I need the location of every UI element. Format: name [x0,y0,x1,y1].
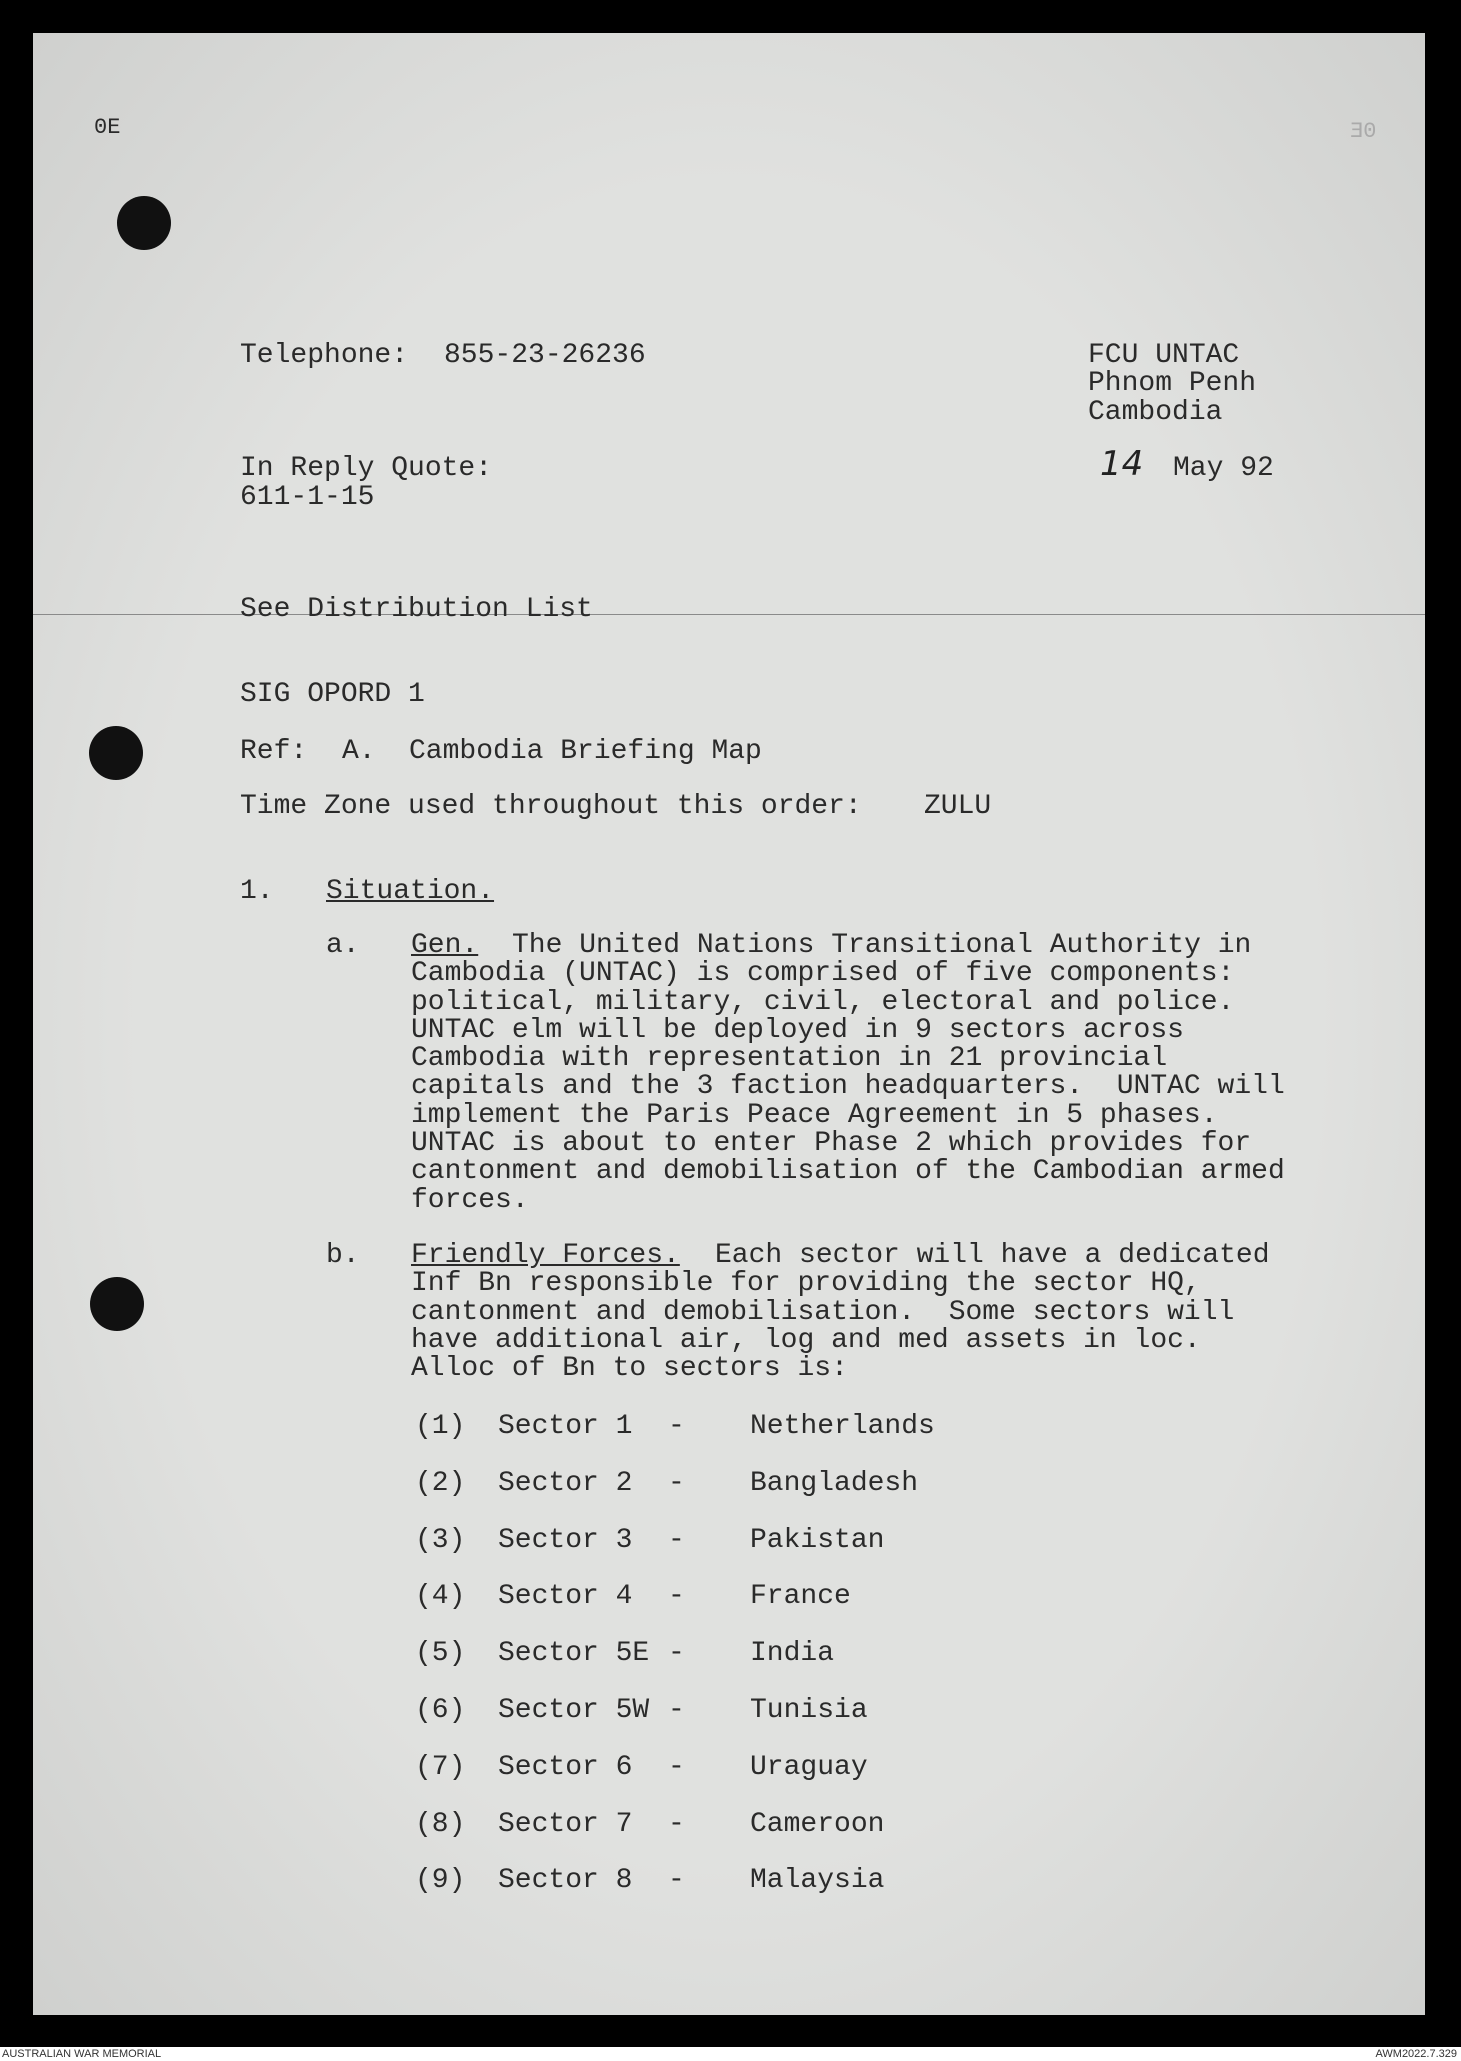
sector-country: Bangladesh [750,1467,919,1499]
para-line: Alloc of Bn to sectors is: [411,1353,848,1385]
para-line: have additional air, log and med assets in loc. [411,1324,1201,1356]
sector-dash: - [668,1411,685,1442]
para-line: Cambodia with representation in 21 provincial [411,1043,1168,1075]
time-zone-value: ZULU [924,791,992,822]
sector-name: Sector 5E [498,1638,650,1670]
ref-text: Cambodia Briefing Map [409,736,762,767]
sector-country: France [750,1581,851,1613]
section-title: Situation. [326,876,495,907]
sector-name: Sector 7 [498,1808,633,1840]
sector-name: Sector 4 [498,1581,633,1613]
sector-dash: - [668,1467,685,1499]
para-b-body [411,1242,1311,1383]
para-a-heading: Gen. [411,930,479,961]
para-a-body [411,932,1311,1215]
reply-quote-number: 611-1-15 [240,482,375,513]
corner-mark-mirrored: 0E [1350,119,1377,144]
address-line: FCU UNTAC [1088,340,1240,371]
para-line: Cambodia (UNTAC) is comprised of five components: [411,958,1235,990]
sector-name: Sector 1 [498,1411,633,1442]
section-number: 1. [240,876,274,907]
reply-quote-label: In Reply Quote: [240,453,493,484]
date-month-year: May 92 [1173,453,1274,484]
punch-hole [90,1277,144,1331]
para-line: cantonment and demobilisation. Some sectors will [411,1296,1235,1328]
sector-country: Tunisia [750,1695,868,1726]
sector-num: (1) [415,1411,466,1442]
sector-dash: - [668,1751,685,1783]
address-line: Phnom Penh [1088,368,1257,399]
para-line: implement the Paris Peace Agreement in 5 phases. [411,1099,1218,1131]
sector-name: Sector 5W [498,1695,650,1726]
para-b-letter: b. [326,1240,360,1271]
para-line: Each sector will have a dedicated [715,1240,1270,1271]
address-line: Cambodia [1088,397,1223,428]
para-line: UNTAC elm will be deployed in 9 sectors across [411,1014,1184,1046]
sector-num: (4) [415,1581,466,1613]
para-line: capitals and the 3 faction headquarters. UNTAC will [411,1071,1285,1103]
sector-country: Uraguay [750,1751,868,1783]
para-line: cantonment and demobilisation of the Cambodian armed [411,1156,1285,1188]
telephone-number: 855-23-26236 [444,340,646,371]
addressee: See Distribution List [240,594,593,625]
para-line: UNTAC is about to enter Phase 2 which provides for [411,1128,1252,1160]
sector-country: Cameroon [750,1808,885,1840]
footer-bar [0,2047,1461,2061]
sector-num: (5) [415,1638,466,1670]
sector-num: (6) [415,1695,466,1726]
para-b-heading: Friendly Forces. [411,1240,680,1271]
sector-dash: - [668,1638,685,1670]
sector-country: Pakistan [750,1524,885,1556]
sector-num: (2) [415,1467,466,1499]
punch-hole [89,726,143,780]
corner-mark: 0E [94,115,121,140]
sector-num: (7) [415,1751,466,1783]
sector-num: (3) [415,1524,466,1556]
para-line: forces. [411,1184,529,1216]
sector-country: Netherlands [750,1411,935,1442]
footer-institution: AUSTRALIAN WAR MEMORIAL [2,2048,162,2060]
sector-name: Sector 2 [498,1467,633,1499]
sector-name: Sector 3 [498,1524,633,1556]
para-a-letter: a. [326,930,360,961]
sector-name: Sector 6 [498,1751,633,1783]
para-line: Inf Bn responsible for providing the sector HQ, [411,1268,1201,1300]
sector-num: (8) [415,1808,466,1840]
punch-hole [117,196,171,250]
sector-country: Malaysia [750,1865,885,1897]
sector-country: India [750,1638,835,1670]
ref-item: A. [342,736,376,767]
handwritten-date-day: 14 [1100,444,1144,484]
time-zone-label: Time Zone used throughout this order: [240,791,862,822]
sector-dash: - [668,1524,685,1556]
ref-label: Ref: [240,736,308,767]
sector-dash: - [668,1808,685,1840]
sector-dash: - [668,1695,685,1726]
sector-dash: - [668,1581,685,1613]
sector-dash: - [668,1865,685,1897]
para-line: The United Nations Transitional Authority in [512,930,1252,961]
sector-name: Sector 8 [498,1865,633,1897]
footer-reference: AWM2022.7.329 [1375,2048,1457,2060]
subject: SIG OPORD 1 [240,679,425,710]
telephone-label: Telephone: [240,340,409,371]
para-line: political, military, civil, electoral and police. [411,986,1235,1018]
sector-num: (9) [415,1865,466,1897]
